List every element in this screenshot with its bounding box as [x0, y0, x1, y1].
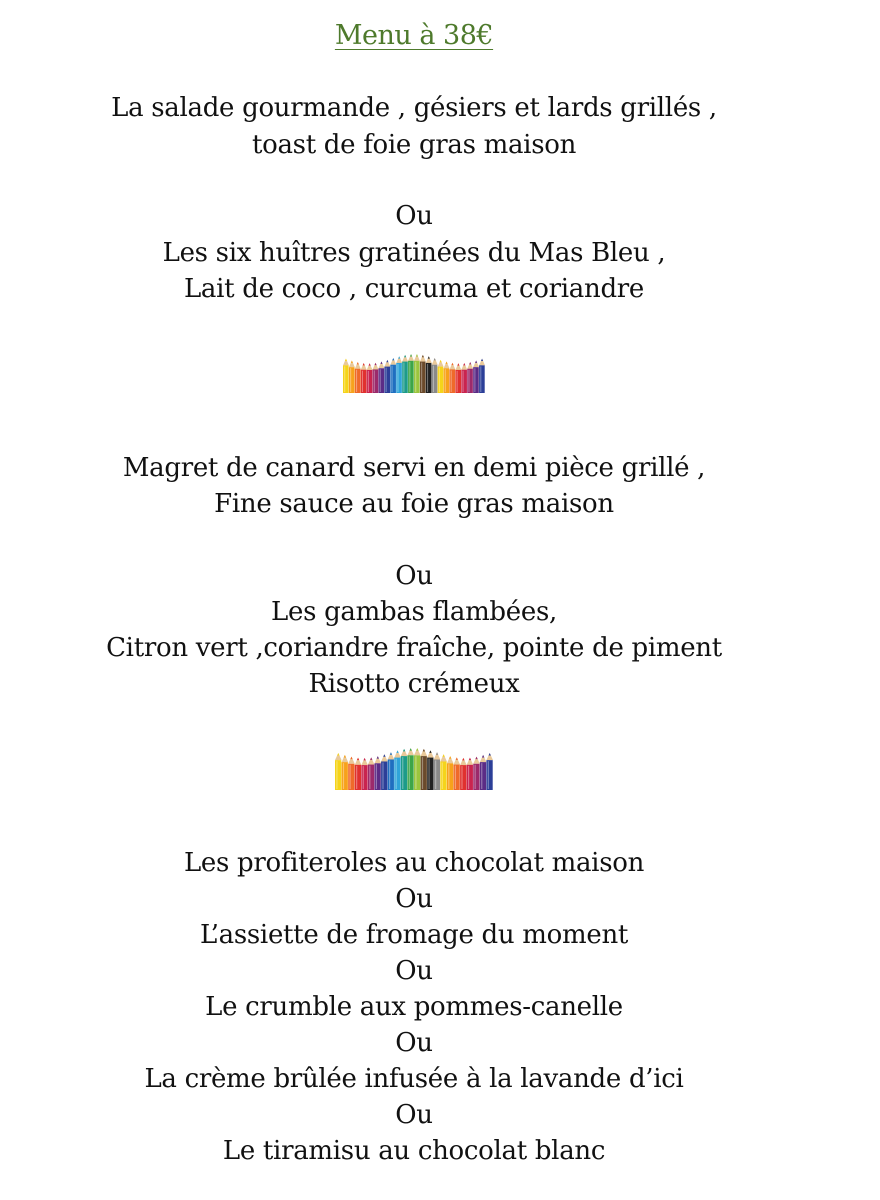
pencil-lead [383, 754, 385, 757]
pencil-body [342, 762, 348, 790]
pencil-lead [351, 360, 353, 362]
colored-pencils-icon [335, 746, 493, 791]
pencil-body [388, 759, 394, 790]
dessert-item-3: Le crumble aux pommes-canelle [205, 992, 623, 1022]
pencil-lead [451, 363, 453, 365]
pencil-highlight [409, 362, 410, 392]
starter-option-1-line-2: toast de foie gras maison [251, 130, 577, 160]
pencil-highlight [427, 364, 428, 392]
pencil-body [473, 764, 479, 790]
pencil-lead [363, 363, 365, 365]
pencil-lead [396, 750, 398, 753]
pencil-highlight [422, 757, 423, 789]
dessert-separator-3: Ou [395, 1028, 433, 1058]
pencil-lead [345, 359, 347, 361]
pencil-body [426, 363, 432, 393]
pencil-highlight [481, 763, 482, 789]
pencil-body [454, 765, 460, 790]
pencil-lead [370, 757, 372, 760]
pencil-highlight [356, 766, 357, 789]
pencil-highlight [397, 364, 398, 392]
pencil-lead [456, 757, 458, 760]
pencil-highlight [374, 370, 375, 392]
pencil-lead [377, 756, 379, 759]
colored-pencils-icon [343, 352, 485, 394]
pencil-body [367, 370, 373, 393]
pencil-lead [403, 749, 405, 752]
pencil-highlight [343, 763, 344, 789]
pencil-lead [344, 755, 346, 758]
pencil-highlight [445, 369, 446, 392]
pencil-lead [428, 356, 430, 358]
starter-option-2-line-2: Lait de coco , curcuma et coriandre [183, 274, 645, 304]
pencil-highlight [402, 757, 403, 789]
pencil-body [447, 763, 453, 790]
main-separator-ou: Ou [395, 561, 433, 591]
pencil-lead [390, 752, 392, 755]
main-option-1-line-2: Fine sauce au foie gras maison [214, 489, 614, 519]
pencil-body [381, 761, 387, 790]
pencil-highlight [389, 760, 390, 789]
pencil-body [379, 368, 385, 393]
pencil-highlight [455, 766, 456, 789]
pencil-lead [423, 749, 425, 752]
pencil-highlight [433, 366, 434, 392]
pencil-body [401, 756, 407, 790]
pencil-body [394, 758, 400, 790]
pencil-highlight [457, 371, 458, 392]
pencil-lead [410, 748, 412, 751]
pencil-highlight [403, 363, 404, 392]
pencil-body [361, 765, 367, 790]
pencil-highlight [396, 759, 397, 789]
dessert-item-4: La crème brûlée infusée à la lavande d’ici [144, 1064, 684, 1094]
pencil-lead [469, 362, 471, 364]
pencil-highlight [451, 370, 452, 392]
pencil-body [343, 365, 349, 393]
main-option-2-line-2: Citron vert ,coriandre fraîche, pointe de piment [106, 633, 722, 663]
pencil-highlight [344, 366, 345, 392]
pencil-lead [457, 363, 459, 365]
pencil-body [407, 755, 413, 790]
pencil-body [414, 755, 420, 790]
pencil-highlight [349, 765, 350, 789]
pencil-body [438, 367, 444, 393]
pencil-highlight [362, 371, 363, 392]
pencil-highlight [386, 368, 387, 392]
pencil-lead [386, 360, 388, 362]
main-option-1-line-1: Magret de canard servi en demi pièce grillé , [122, 453, 706, 483]
menu-title [0, 20, 828, 51]
pencil-body [375, 763, 381, 790]
pencil-lead [363, 758, 365, 761]
pencil-highlight [442, 762, 443, 789]
pencil-lead [489, 753, 491, 756]
pencil-highlight [409, 756, 410, 789]
pencil-body [432, 365, 438, 393]
pencil-highlight [421, 363, 422, 392]
pencil-highlight [435, 760, 436, 789]
dessert-item-1: Les profiteroles au chocolat maison [183, 848, 645, 878]
pencil-lead [374, 363, 376, 365]
pencil-body [427, 758, 433, 790]
pencil-lead [404, 355, 406, 357]
pencil-body [480, 762, 486, 790]
pencil-body [421, 756, 427, 790]
pencil-body [455, 370, 461, 393]
main-option-2-line-1: Les gambas flambées, [271, 597, 557, 627]
pencil-body [434, 759, 440, 790]
pencil-body [368, 765, 374, 790]
pencil-highlight [392, 366, 393, 392]
pencil-body [414, 361, 420, 393]
pencil-highlight [350, 368, 351, 392]
pencil-lead [357, 362, 359, 364]
pencil-highlight [468, 370, 469, 392]
pencil-body [361, 370, 367, 393]
pencil-body [467, 369, 473, 393]
pencil-body [440, 761, 446, 790]
pencil-lead [416, 354, 418, 356]
pencil-lead [436, 752, 438, 755]
pencil-body [408, 361, 414, 393]
starter-separator-ou: Ou [395, 201, 433, 231]
starter-option-1-line-1: La salade gourmande , gésiers et lards grillés , [111, 93, 717, 123]
dessert-separator-2: Ou [395, 956, 433, 986]
pencil-lead [462, 758, 464, 761]
pencil-body [479, 365, 485, 393]
pencil-highlight [439, 368, 440, 392]
pencil-lead [357, 758, 359, 761]
pencil-highlight [461, 766, 462, 789]
pencil-highlight [448, 764, 449, 789]
pencil-highlight [363, 766, 364, 789]
pencil-body [396, 363, 402, 393]
pencil-highlight [475, 765, 476, 789]
pencil-highlight [376, 764, 377, 789]
starter-option-2-line-1: Les six huîtres gratinées du Mas Bleu , [162, 238, 666, 268]
pencil-body [390, 365, 396, 393]
pencil-body [348, 764, 354, 790]
pencil-lead [482, 755, 484, 758]
pencil-highlight [415, 362, 416, 392]
pencil-highlight [488, 761, 489, 789]
pencil-highlight [474, 368, 475, 392]
dessert-item-5: Le tiramisu au chocolat blanc [222, 1136, 606, 1166]
pencil-body [384, 367, 390, 393]
pencil-body [444, 368, 450, 393]
pencil-lead [422, 355, 424, 357]
pencil-highlight [368, 371, 369, 392]
pencil-lead [440, 360, 442, 362]
pencil-highlight [336, 761, 337, 789]
pencil-body [355, 765, 361, 790]
pencil-highlight [380, 369, 381, 392]
pencil-highlight [369, 766, 370, 789]
pencil-lead [392, 358, 394, 360]
pencil-body [461, 370, 467, 393]
pencil-lead [434, 358, 436, 360]
dessert-item-2: L’assiette de fromage du moment [199, 920, 629, 950]
pencil-body [420, 362, 426, 393]
dessert-separator-1: Ou [395, 884, 433, 914]
pencil-lead [475, 757, 477, 760]
main-option-2-line-3: Risotto crémeux [308, 669, 520, 699]
pencil-lead [410, 354, 412, 356]
pencil-lead [475, 360, 477, 362]
pencil-lead [380, 362, 382, 364]
pencil-highlight [463, 371, 464, 392]
pencil-highlight [382, 762, 383, 789]
pencil-highlight [480, 366, 481, 392]
pencil-lead [481, 359, 483, 361]
pencil-lead [350, 757, 352, 760]
pencil-body [450, 369, 456, 393]
pencil-lead [445, 362, 447, 364]
pencil-lead [469, 758, 471, 761]
pencil-highlight [468, 766, 469, 789]
pencil-body [460, 765, 466, 790]
pencil-lead [398, 356, 400, 358]
pencil-highlight [428, 759, 429, 789]
pencil-body [335, 760, 341, 790]
pencil-body [467, 765, 473, 790]
pencil-lead [429, 750, 431, 753]
pencil-lead [369, 363, 371, 365]
pencil-body [373, 369, 379, 393]
pencil-body [355, 369, 361, 393]
dessert-separator-4: Ou [395, 1100, 433, 1130]
pencil-highlight [415, 756, 416, 789]
pencil-body [349, 367, 355, 393]
pencil-lead [449, 756, 451, 759]
pencil-lead [442, 754, 444, 757]
menu-title-text: Menu à 38€ [334, 20, 494, 51]
pencil-body [402, 362, 408, 393]
pencil-highlight [356, 370, 357, 392]
pencil-lead [416, 748, 418, 751]
pencil-lead [463, 363, 465, 365]
pencil-body [486, 760, 492, 790]
pencil-lead [337, 753, 339, 756]
pencil-body [473, 367, 479, 393]
